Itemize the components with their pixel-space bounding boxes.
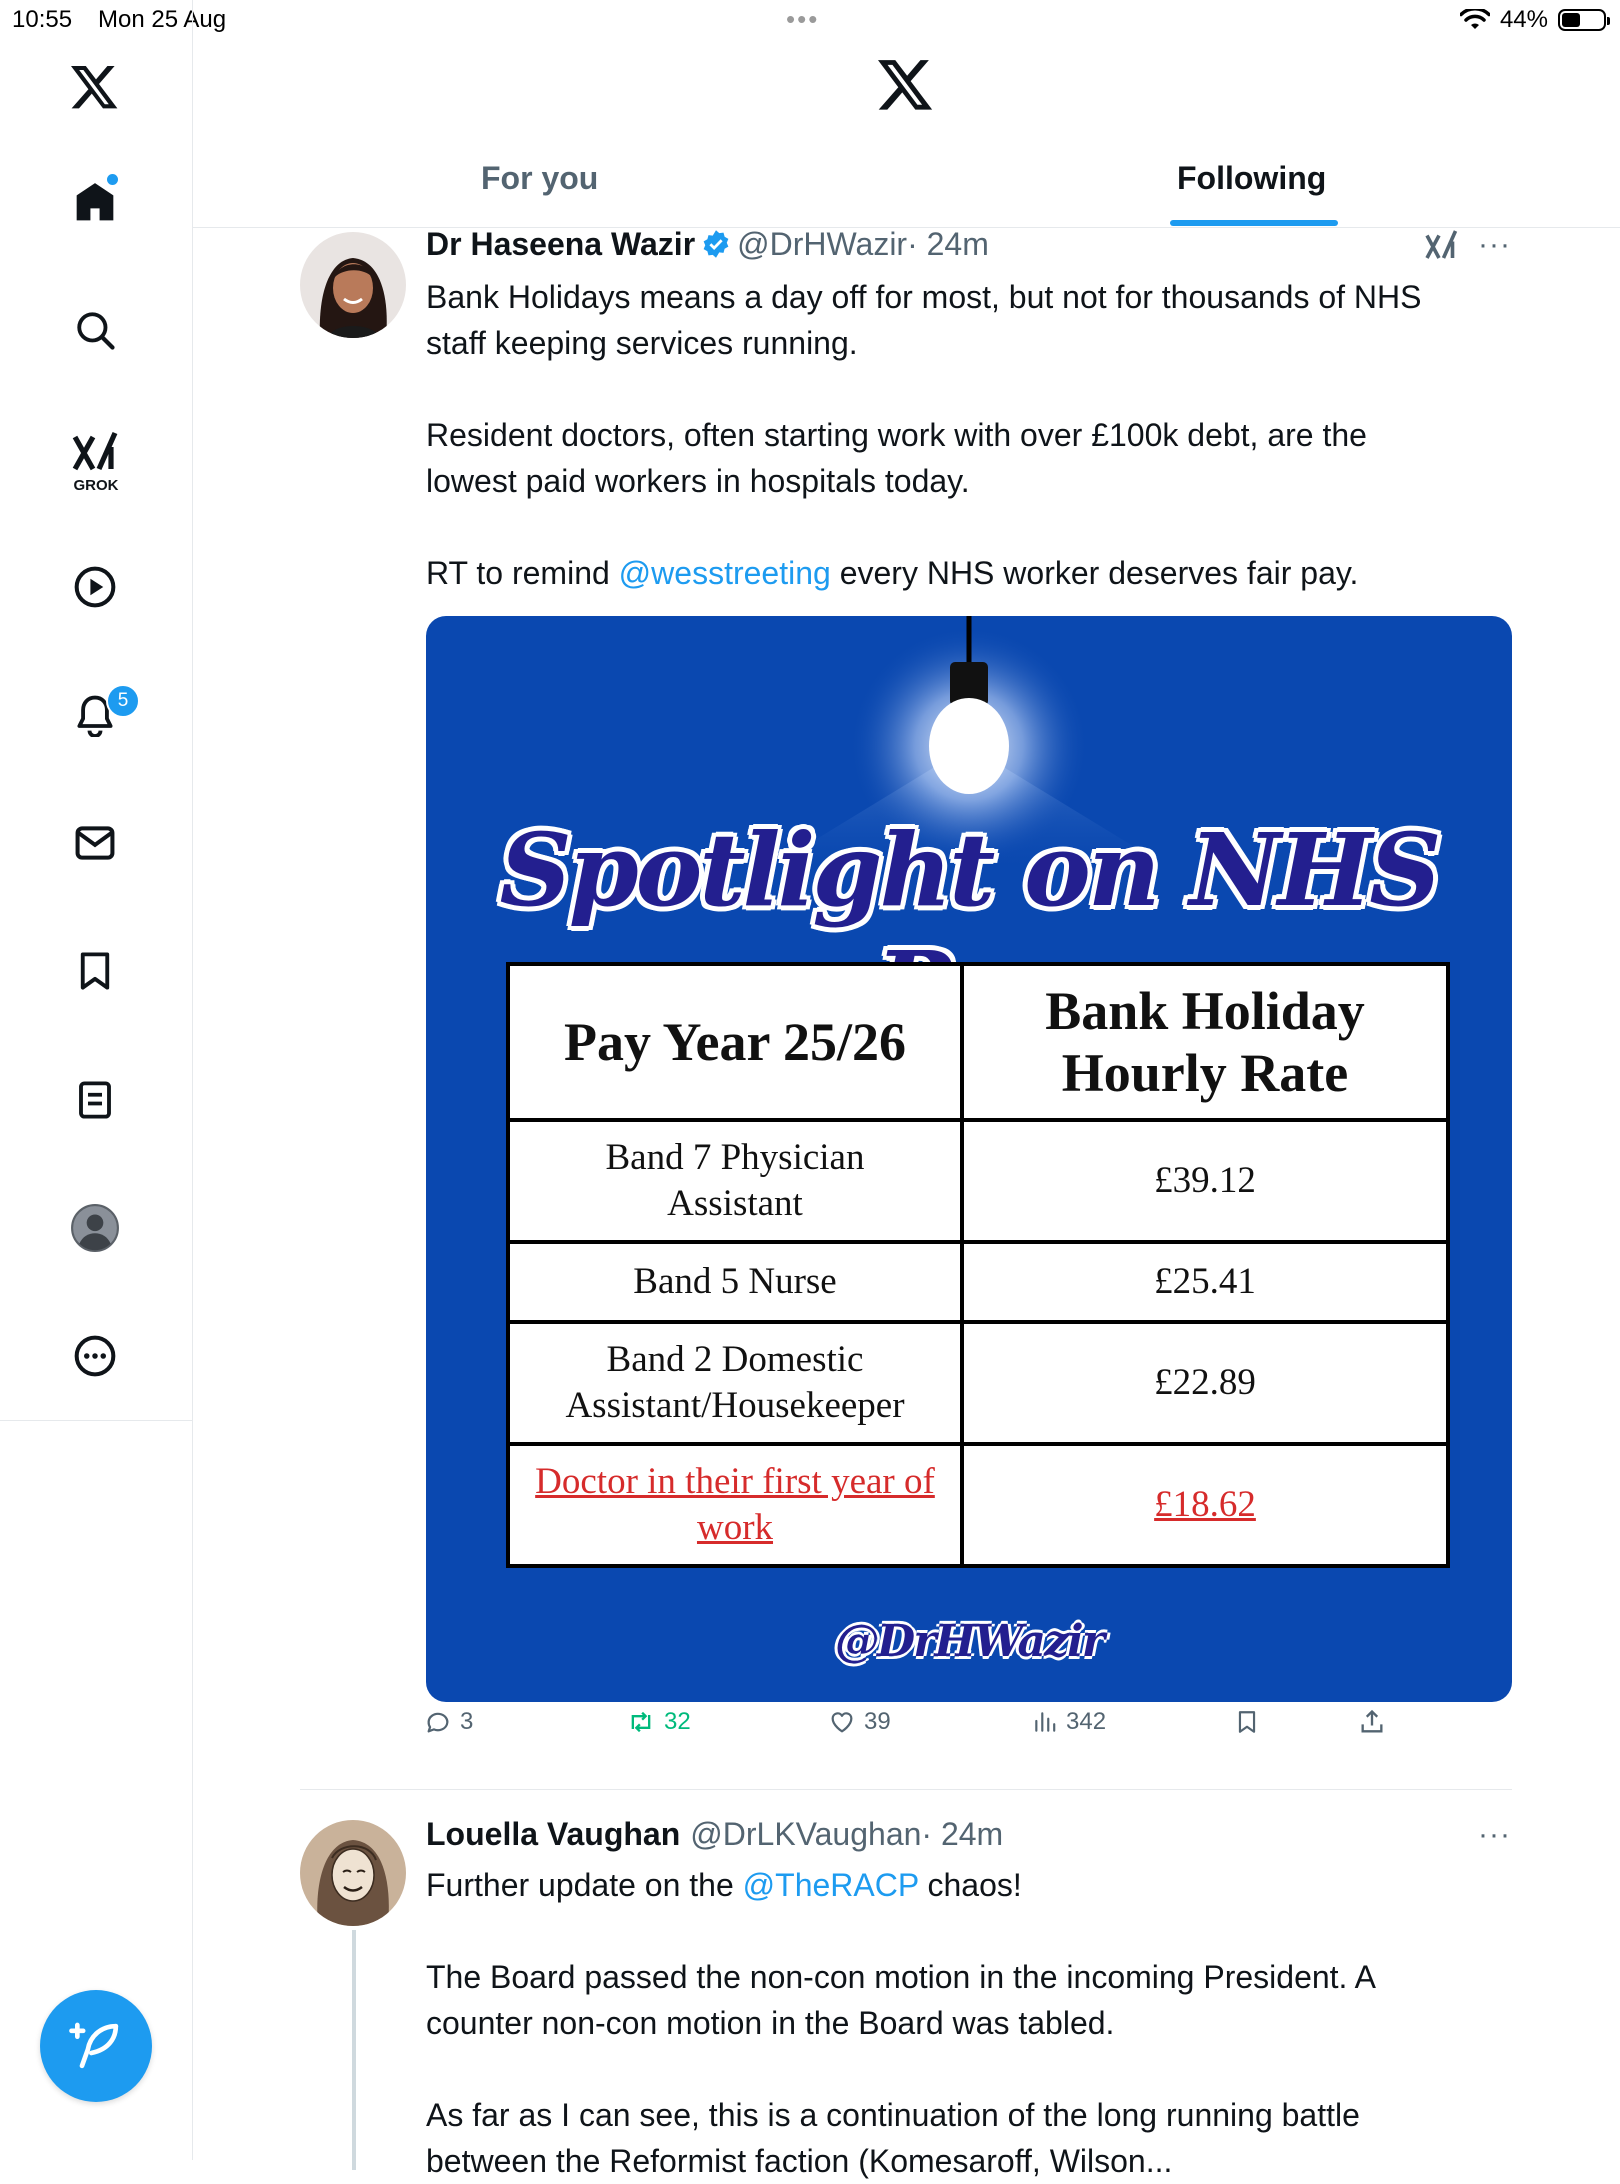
like-count: 39 — [864, 1708, 891, 1735]
author-name[interactable]: Louella Vaughan — [426, 1816, 681, 1852]
tab-following[interactable]: Following — [1177, 160, 1327, 196]
views-count: 342 — [1066, 1708, 1107, 1735]
table-cell: £22.89 — [962, 1322, 1448, 1444]
image-watermark: @DrHWazir — [835, 1616, 1103, 1667]
tweet-more-icon[interactable]: ··· — [1478, 1818, 1511, 1851]
pay-table-header-row — [508, 964, 1448, 1120]
grok-icon[interactable] — [66, 424, 124, 482]
like-button[interactable] — [828, 1708, 891, 1736]
status-time: 10:55 — [12, 6, 73, 33]
table-row — [508, 1322, 1448, 1444]
tweet-header — [426, 226, 989, 264]
avatar[interactable] — [300, 1820, 406, 1926]
multitask-dots[interactable]: ••• — [786, 4, 820, 34]
more-icon[interactable] — [66, 1327, 124, 1385]
battery-percent: 44% — [1499, 6, 1548, 33]
sidebar-divider — [0, 1420, 192, 1421]
compose-feather-icon — [68, 2018, 124, 2074]
verified-badge-icon — [701, 229, 731, 264]
messages-icon[interactable] — [66, 814, 124, 872]
notifications-badge: 5 — [106, 684, 140, 718]
tweet-text-2: The Board passed the non-con motion in the incoming President. A counter non-con motion in the Board was tabled. — [426, 1959, 1376, 2041]
tweet-text-2: Resident doctors, often starting work with over £100k debt, are the lowest paid workers in hospitals today. — [426, 417, 1367, 499]
reply-count: 3 — [460, 1708, 474, 1735]
repost-button[interactable] — [626, 1708, 691, 1736]
search-icon[interactable] — [66, 301, 124, 359]
views-button[interactable] — [1032, 1708, 1106, 1736]
tweet-image[interactable] — [426, 616, 1512, 1702]
tweet-text-1-after: chaos! — [918, 1867, 1022, 1903]
tweet-header — [426, 1816, 1003, 1853]
mention-link[interactable]: @wesstreeting — [618, 555, 831, 591]
pay-table-header: Pay Year 25/26 — [508, 964, 962, 1120]
repost-icon — [626, 1708, 656, 1736]
image-title: Spotlight on NHS — [499, 811, 1439, 929]
tab-for-you[interactable]: For you — [481, 160, 599, 196]
video-icon[interactable] — [66, 558, 124, 616]
author-handle[interactable]: @DrLKVaughan — [690, 1816, 922, 1852]
profile-icon[interactable] — [66, 1199, 124, 1257]
author-name[interactable]: Dr Haseena Wazir — [426, 226, 696, 262]
compose-button[interactable] — [40, 1990, 152, 2102]
table-cell: £39.12 — [962, 1120, 1448, 1242]
bookmark-icon — [1234, 1708, 1260, 1736]
mention-link[interactable]: @TheRACP — [742, 1867, 919, 1903]
status-right — [1460, 6, 1606, 34]
heart-icon — [828, 1708, 856, 1736]
table-cell: Band 5 Nurse — [508, 1242, 962, 1322]
wifi-icon — [1460, 9, 1490, 31]
bookmarks-icon[interactable] — [66, 942, 124, 1000]
table-row — [508, 1242, 1448, 1322]
home-unread-dot — [107, 174, 118, 185]
table-cell: Band 2 Domestic Assistant/Housekeeper — [508, 1322, 962, 1444]
pay-table — [506, 962, 1450, 1568]
grok-explain-icon[interactable] — [1424, 228, 1460, 269]
tweet-more-icon[interactable]: ··· — [1478, 228, 1511, 261]
tweet-text-3 — [426, 550, 1516, 596]
tweet-text-3: As far as I can see, this is a continuation of the long running battle between the Reformist faction (Komesaroff, Wilson... — [426, 2097, 1360, 2179]
x-logo-icon[interactable] — [66, 60, 124, 118]
table-row — [508, 1120, 1448, 1242]
active-tab-indicator — [1170, 220, 1338, 226]
lists-icon[interactable] — [66, 1071, 124, 1129]
reply-button[interactable] — [424, 1708, 473, 1736]
tweet-time[interactable]: · 24m — [907, 226, 989, 262]
grok-label: GROK — [73, 477, 119, 494]
tweet-text-1-before: Further update on the — [426, 1867, 743, 1903]
tweet-text-1 — [426, 1862, 1516, 1908]
tweet-divider — [300, 1789, 1512, 1790]
table-row — [508, 1444, 1448, 1566]
thread-line — [352, 1930, 356, 2170]
author-handle[interactable]: @DrHWazir — [737, 226, 908, 262]
pay-table-header: Bank Holiday Hourly Rate — [962, 964, 1448, 1120]
tweet-text-3-after: every NHS worker deserves fair pay. — [830, 555, 1359, 591]
tweet-text-3-before: RT to remind — [426, 555, 619, 591]
reply-icon — [424, 1708, 452, 1736]
bookmark-button[interactable] — [1234, 1708, 1260, 1736]
table-cell-highlight: Doctor in their first year of work — [508, 1444, 962, 1566]
tweet-time[interactable]: · 24m — [921, 1816, 1004, 1852]
avatar[interactable] — [300, 232, 406, 338]
status-date: Mon 25 Aug — [98, 6, 227, 33]
tweet-text-1: Bank Holidays means a day off for most, but not for thousands of NHS staff keeping services running. — [426, 279, 1422, 361]
table-cell: £25.41 — [962, 1242, 1448, 1322]
x-logo-header-icon[interactable] — [878, 60, 934, 119]
share-button[interactable] — [1358, 1708, 1386, 1736]
views-icon — [1032, 1709, 1058, 1735]
share-icon — [1358, 1708, 1386, 1736]
battery-icon — [1558, 9, 1606, 31]
table-cell: Band 7 Physician Assistant — [508, 1120, 962, 1242]
table-cell-highlight: £18.62 — [962, 1444, 1448, 1566]
repost-count: 32 — [664, 1708, 691, 1735]
